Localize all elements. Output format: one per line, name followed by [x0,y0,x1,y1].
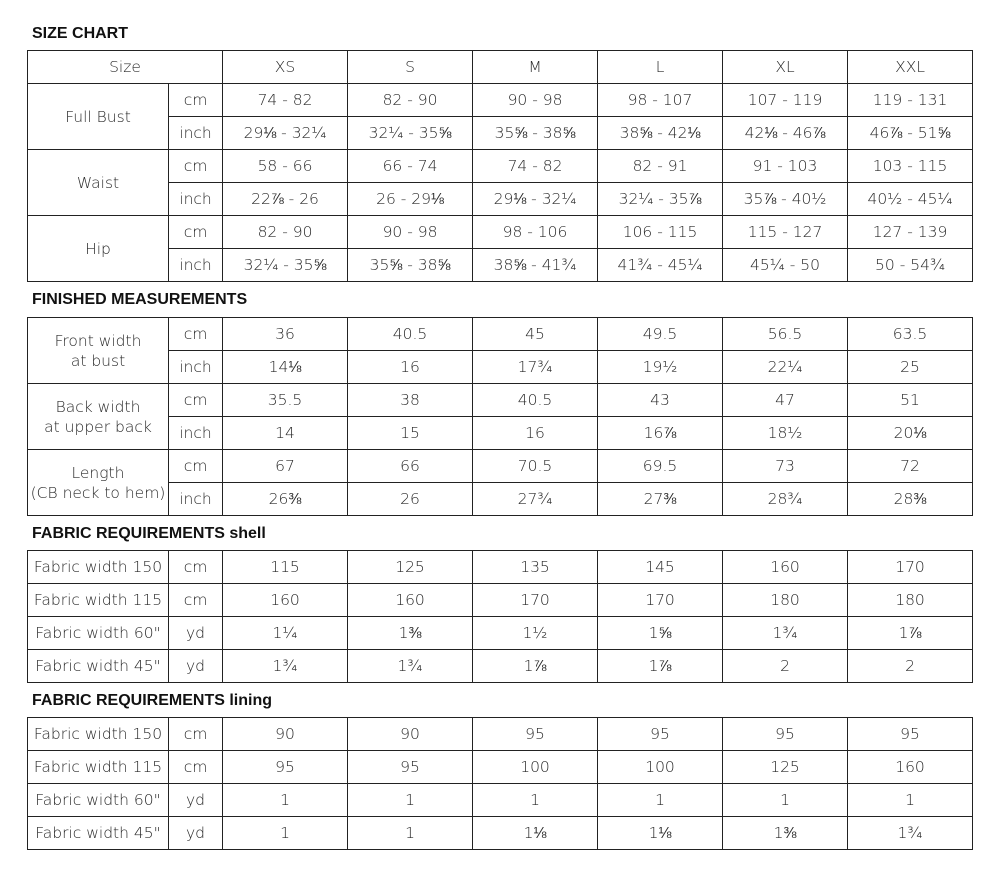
fabric-width-label: Fabric width 150 [28,718,169,751]
label-line: Back width [55,397,141,416]
fabric-width-label: Fabric width 150 [28,551,169,584]
value-cell: 35⅝ - 38⅝ [473,117,598,150]
size-column-header: L [598,51,723,84]
measurement-label: Hip [28,216,169,282]
value-cell: 41¾ - 45¼ [598,249,723,282]
value-cell: 91 - 103 [723,150,848,183]
measurement-label [28,384,169,450]
value-cell: 180 [723,584,848,617]
unit-cell: cm [169,84,223,117]
value-cell: 74 - 82 [223,84,348,117]
size-column-header: S [348,51,473,84]
value-cell: 98 - 107 [598,84,723,117]
value-cell: 29⅛ - 32¼ [223,117,348,150]
value-cell: 22⅞ - 26 [223,183,348,216]
table-row [28,784,973,817]
value-cell: 1¼ [223,617,348,650]
value-cell: 73 [723,450,848,483]
value-cell: 56.5 [723,318,848,351]
unit-cell: cm [169,450,223,483]
table-row [28,817,973,850]
value-cell: 1⅛ [473,817,598,850]
value-cell: 19½ [598,351,723,384]
value-cell: 98 - 106 [473,216,598,249]
value-cell: 45¼ - 50 [723,249,848,282]
fabric-width-label: Fabric width 115 [28,751,169,784]
value-cell: 42⅛ - 46⅞ [723,117,848,150]
value-cell: 95 [223,751,348,784]
value-cell: 90 - 98 [473,84,598,117]
unit-cell: cm [169,384,223,417]
value-cell: 69.5 [598,450,723,483]
value-cell: 63.5 [848,318,973,351]
table-row [28,84,973,117]
unit-cell: yd [169,784,223,817]
size-column-header: XL [723,51,848,84]
value-cell: 1 [473,784,598,817]
fabric-width-label: Fabric width 60" [28,784,169,817]
value-cell: 82 - 90 [223,216,348,249]
unit-cell: yd [169,817,223,850]
value-cell: 127 - 139 [848,216,973,249]
value-cell: 35⅝ - 38⅝ [348,249,473,282]
value-cell: 1⅜ [723,817,848,850]
measurement-label: Waist [28,150,169,216]
value-cell: 1 [598,784,723,817]
size-chart-table [27,50,973,282]
value-cell: 51 [848,384,973,417]
fabric-width-label: Fabric width 115 [28,584,169,617]
fabric-title-main: FABRIC REQUIREMENTS [32,692,225,709]
value-cell: 125 [348,551,473,584]
unit-cell: inch [169,351,223,384]
value-cell: 67 [223,450,348,483]
value-cell: 1⅞ [598,650,723,683]
value-cell: 107 - 119 [723,84,848,117]
value-cell: 115 - 127 [723,216,848,249]
fabric-lining-table [27,717,973,850]
measurement-label: Full Bust [28,84,169,150]
value-cell: 1⅝ [598,617,723,650]
value-cell: 40.5 [473,384,598,417]
value-cell: 160 [723,551,848,584]
table-row [28,216,973,249]
value-cell: 145 [598,551,723,584]
table-row [28,351,973,384]
value-cell: 26⅜ [223,483,348,516]
label-line: Front width [54,331,142,350]
fabric-title-suffix: shell [229,525,266,542]
value-cell: 26 [348,483,473,516]
value-cell: 70.5 [473,450,598,483]
size-chart-title: SIZE CHART [32,25,128,42]
fabric-title-suffix: lining [229,692,273,709]
table-row [28,117,973,150]
value-cell: 14 [223,417,348,450]
value-cell: 72 [848,450,973,483]
value-cell: 46⅞ - 51⅝ [848,117,973,150]
value-cell: 180 [848,584,973,617]
unit-cell: cm [169,584,223,617]
value-cell: 14⅛ [223,351,348,384]
value-cell: 38 [348,384,473,417]
value-cell: 1⅛ [598,817,723,850]
table-row [28,584,973,617]
value-cell: 90 [223,718,348,751]
unit-cell: yd [169,650,223,683]
value-cell: 49.5 [598,318,723,351]
value-cell: 82 - 90 [348,84,473,117]
table-row [28,450,973,483]
value-cell: 1 [348,784,473,817]
value-cell: 47 [723,384,848,417]
value-cell: 90 - 98 [348,216,473,249]
value-cell: 35.5 [223,384,348,417]
value-cell: 160 [348,584,473,617]
value-cell: 95 [848,718,973,751]
value-cell: 40½ - 45¼ [848,183,973,216]
unit-cell: cm [169,718,223,751]
value-cell: 43 [598,384,723,417]
value-cell: 1 [848,784,973,817]
value-cell: 95 [473,718,598,751]
value-cell: 1 [223,817,348,850]
value-cell: 170 [848,551,973,584]
value-cell: 40.5 [348,318,473,351]
table-row [28,384,973,417]
value-cell: 95 [723,718,848,751]
value-cell: 1¾ [723,617,848,650]
label-line: at upper back [44,417,152,436]
finished-measurements-table [27,317,973,516]
value-cell: 28¾ [723,483,848,516]
label-line: at bust [70,351,126,370]
fabric-shell-table [27,550,973,683]
value-cell: 28⅜ [848,483,973,516]
value-cell: 38⅝ - 42⅛ [598,117,723,150]
unit-cell: cm [169,551,223,584]
value-cell: 58 - 66 [223,150,348,183]
fabric-shell-title [32,524,266,544]
value-cell: 1 [348,817,473,850]
value-cell: 1⅜ [348,617,473,650]
value-cell: 82 - 91 [598,150,723,183]
value-cell: 1 [723,784,848,817]
table-row [28,551,973,584]
finished-measurements-title: FINISHED MEASUREMENTS [32,291,248,308]
value-cell: 17¾ [473,351,598,384]
fabric-width-label: Fabric width 60" [28,617,169,650]
value-cell: 20⅛ [848,417,973,450]
table-row [28,751,973,784]
value-cell: 1⅞ [848,617,973,650]
value-cell: 29⅛ - 32¼ [473,183,598,216]
value-cell: 135 [473,551,598,584]
value-cell: 106 - 115 [598,216,723,249]
unit-cell: cm [169,318,223,351]
value-cell: 103 - 115 [848,150,973,183]
value-cell: 74 - 82 [473,150,598,183]
unit-cell: cm [169,150,223,183]
value-cell: 119 - 131 [848,84,973,117]
unit-cell: inch [169,417,223,450]
unit-cell: inch [169,183,223,216]
value-cell: 27¾ [473,483,598,516]
value-cell: 32¼ - 35⅝ [223,249,348,282]
table-row [28,318,973,351]
value-cell: 36 [223,318,348,351]
value-cell: 1¾ [848,817,973,850]
value-cell: 1¾ [348,650,473,683]
unit-cell: yd [169,617,223,650]
value-cell: 100 [473,751,598,784]
table-row [28,150,973,183]
unit-cell: cm [169,751,223,784]
value-cell: 115 [223,551,348,584]
value-cell: 16 [348,351,473,384]
value-cell: 66 [348,450,473,483]
value-cell: 160 [848,751,973,784]
label-line: (CB neck to hem) [30,483,166,502]
value-cell: 18½ [723,417,848,450]
value-cell: 38⅝ - 41¾ [473,249,598,282]
value-cell: 45 [473,318,598,351]
value-cell: 26 - 29⅛ [348,183,473,216]
value-cell: 32¼ - 35⅞ [598,183,723,216]
unit-cell: cm [169,216,223,249]
value-cell: 32¼ - 35⅝ [348,117,473,150]
value-cell: 2 [848,650,973,683]
label-line: Length [71,463,125,482]
value-cell: 95 [598,718,723,751]
fabric-title-main: FABRIC REQUIREMENTS [32,525,225,542]
value-cell: 160 [223,584,348,617]
table-row [28,718,973,751]
value-cell: 1 [223,784,348,817]
fabric-width-label: Fabric width 45" [28,650,169,683]
value-cell: 35⅞ - 40½ [723,183,848,216]
value-cell: 1⅞ [473,650,598,683]
table-row [28,650,973,683]
value-cell: 100 [598,751,723,784]
fabric-width-label: Fabric width 45" [28,817,169,850]
size-column-header: XXL [848,51,973,84]
value-cell: 15 [348,417,473,450]
value-cell: 95 [348,751,473,784]
table-row [28,417,973,450]
unit-cell: inch [169,117,223,150]
table-row [28,617,973,650]
table-row [28,183,973,216]
table-header-row [28,51,973,84]
unit-cell: inch [169,249,223,282]
value-cell: 170 [598,584,723,617]
value-cell: 27⅜ [598,483,723,516]
value-cell: 125 [723,751,848,784]
value-cell: 16 [473,417,598,450]
value-cell: 1½ [473,617,598,650]
value-cell: 2 [723,650,848,683]
measurement-label [28,318,169,384]
value-cell: 1¾ [223,650,348,683]
measurement-label [28,450,169,516]
size-header-cell: Size [28,51,223,84]
value-cell: 22¼ [723,351,848,384]
value-cell: 16⅞ [598,417,723,450]
fabric-lining-title [32,691,272,711]
size-column-header: XS [223,51,348,84]
value-cell: 66 - 74 [348,150,473,183]
value-cell: 90 [348,718,473,751]
table-row [28,249,973,282]
unit-cell: inch [169,483,223,516]
size-column-header: M [473,51,598,84]
value-cell: 50 - 54¾ [848,249,973,282]
value-cell: 170 [473,584,598,617]
table-row [28,483,973,516]
value-cell: 25 [848,351,973,384]
